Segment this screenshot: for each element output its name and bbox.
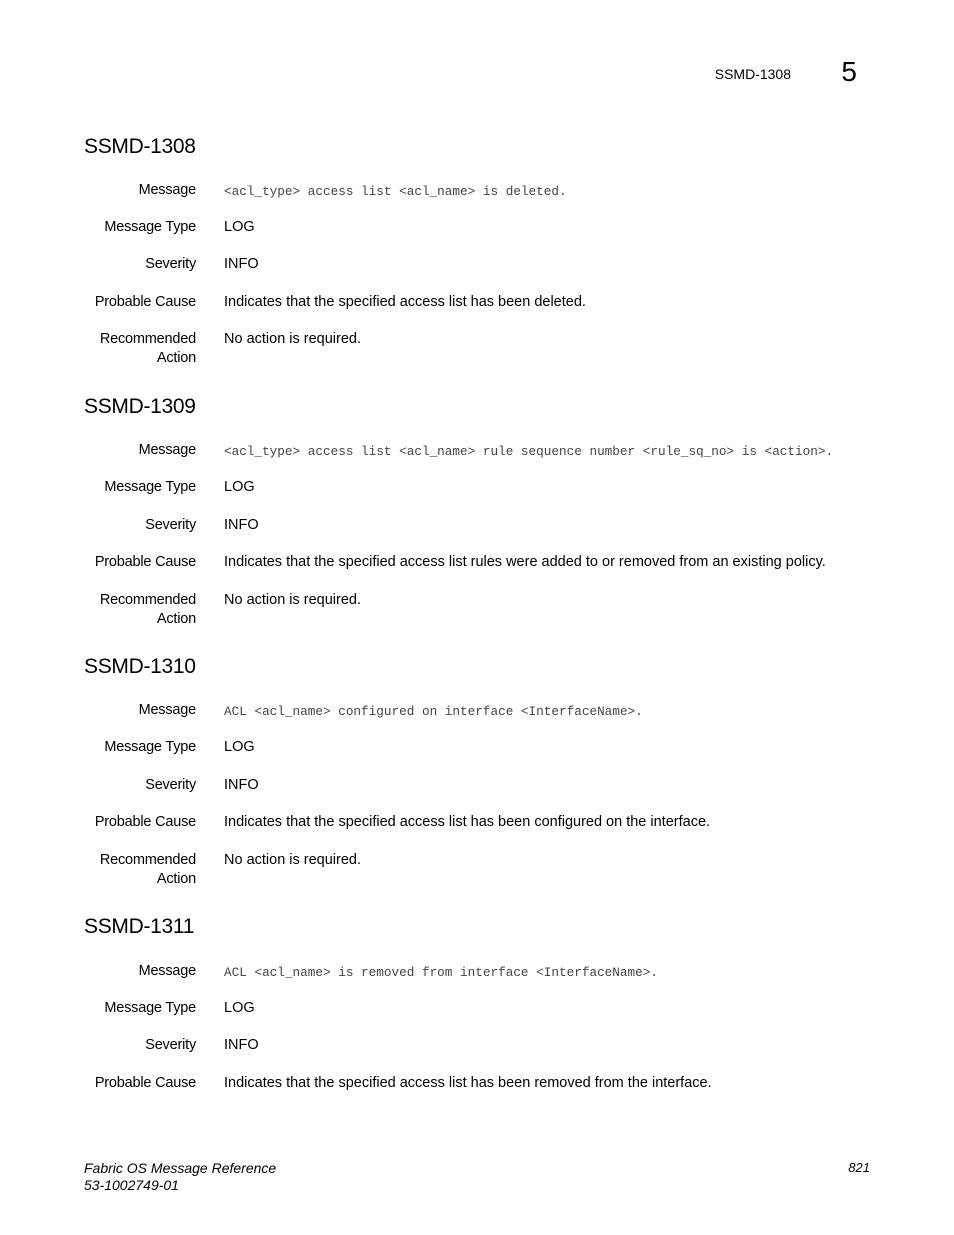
message-label: Message bbox=[138, 442, 196, 458]
message-type-label: Message Type bbox=[104, 739, 196, 755]
message-label: Message bbox=[138, 702, 196, 718]
severity-value: INFO bbox=[224, 777, 259, 793]
severity-label: Severity bbox=[145, 1037, 196, 1053]
severity-value: INFO bbox=[224, 517, 259, 533]
probable-cause-value: Indicates that the specified access list rules were added to or removed from an existing policy. bbox=[224, 554, 826, 570]
probable-cause-value: Indicates that the specified access list has been deleted. bbox=[224, 294, 586, 310]
page-number: 821 bbox=[848, 1160, 870, 1175]
message-type-value: LOG bbox=[224, 219, 255, 235]
probable-cause-value: Indicates that the specified access list has been configured on the interface. bbox=[224, 814, 711, 830]
entry-title: SSMD-1311 bbox=[84, 915, 195, 938]
book-title: Fabric OS Message Reference bbox=[84, 1160, 277, 1176]
message-type-label: Message Type bbox=[104, 1000, 196, 1016]
message-value: <acl_type> access list <acl_name> rule sequence number <rule_sq_no> is <action>. bbox=[224, 444, 834, 459]
message-type-label: Message Type bbox=[104, 479, 196, 495]
message-type-label: Message Type bbox=[104, 219, 196, 235]
recommended-label-line2: Action bbox=[156, 871, 196, 887]
doc-number: 53-1002749-01 bbox=[84, 1177, 179, 1193]
severity-label: Severity bbox=[145, 777, 196, 793]
message-label: Message bbox=[138, 963, 196, 979]
entry-title: SSMD-1308 bbox=[84, 135, 196, 158]
probable-cause-label: Probable Cause bbox=[94, 1075, 196, 1091]
probable-cause-label: Probable Cause bbox=[94, 294, 196, 310]
probable-cause-label: Probable Cause bbox=[94, 814, 196, 830]
recommended-action-label bbox=[46, 591, 196, 629]
recommended-action-label bbox=[46, 851, 196, 889]
entry-title: SSMD-1310 bbox=[84, 655, 196, 678]
page-footer bbox=[84, 1160, 276, 1194]
recommended-action-label bbox=[46, 330, 196, 368]
probable-cause-label: Probable Cause bbox=[94, 554, 196, 570]
recommended-label-line1: Recommended bbox=[99, 592, 196, 608]
probable-cause-value: Indicates that the specified access list has been removed from the interface. bbox=[224, 1075, 712, 1091]
recommended-action-value: No action is required. bbox=[224, 592, 362, 608]
message-type-value: LOG bbox=[224, 739, 255, 755]
chapter-number: 5 bbox=[841, 56, 857, 87]
message-label: Message bbox=[138, 182, 196, 198]
message-value: <acl_type> access list <acl_name> is deleted. bbox=[224, 184, 567, 199]
severity-value: INFO bbox=[224, 256, 259, 272]
recommended-label-line1: Recommended bbox=[99, 852, 196, 868]
message-value: ACL <acl_name> is removed from interface <InterfaceName>. bbox=[224, 965, 658, 980]
severity-label: Severity bbox=[145, 517, 196, 533]
recommended-action-value: No action is required. bbox=[224, 852, 362, 868]
entry-title: SSMD-1309 bbox=[84, 395, 196, 418]
running-title: SSMD-1308 bbox=[714, 66, 791, 82]
message-type-value: LOG bbox=[224, 1000, 255, 1016]
recommended-label-line1: Recommended bbox=[99, 331, 196, 347]
severity-value: INFO bbox=[224, 1037, 259, 1053]
recommended-label-line2: Action bbox=[156, 350, 196, 366]
severity-label: Severity bbox=[145, 256, 196, 272]
recommended-label-line2: Action bbox=[156, 611, 196, 627]
message-value: ACL <acl_name> configured on interface <InterfaceName>. bbox=[224, 704, 643, 719]
recommended-action-value: No action is required. bbox=[224, 331, 362, 347]
message-type-value: LOG bbox=[224, 479, 255, 495]
